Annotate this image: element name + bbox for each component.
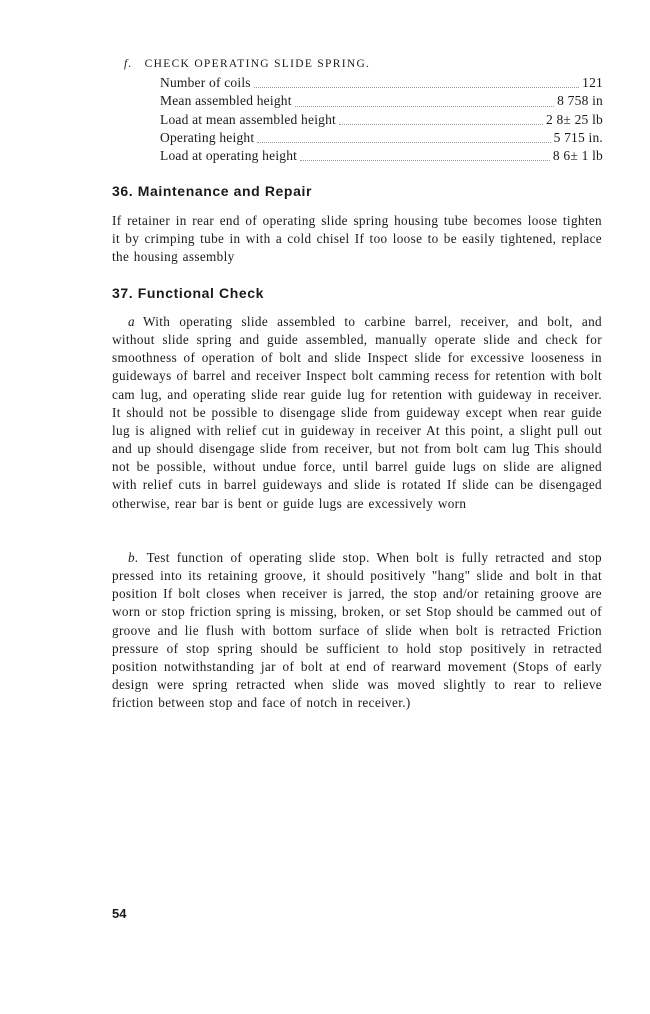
spec-row xyxy=(160,147,603,165)
leader-dots xyxy=(300,159,550,161)
spec-label: Load at mean assembled height xyxy=(160,111,336,127)
spec-label: Number of coils xyxy=(160,75,251,90)
page-number: 54 xyxy=(112,906,127,921)
leader-dots xyxy=(254,86,579,88)
spec-value: 8 6± 1 lb xyxy=(552,148,603,164)
spec-table xyxy=(160,74,603,165)
leader-dots xyxy=(339,123,543,125)
para-a-lead: a xyxy=(128,314,135,329)
spec-label: Load at operating height xyxy=(160,148,298,164)
para-b-lead: b. xyxy=(128,550,139,565)
section-36-paragraph: If retainer in rear end of operating slide spring housing tube becomes loose tighten it by crimping tube in with a cold chisel If too loose to be easily tightened, replace the housing assembly xyxy=(112,213,602,265)
leader-dots xyxy=(257,141,550,143)
spec-row xyxy=(160,92,603,110)
spec-value: 8 758 in xyxy=(557,93,603,109)
section-36-heading: 36. Maintenance and Repair xyxy=(112,183,312,199)
spec-title xyxy=(124,58,370,70)
spec-label: Mean assembled height xyxy=(160,93,292,109)
spec-title-text: CHECK OPERATING SLIDE SPRING. xyxy=(144,58,371,70)
section-37-paragraph-a xyxy=(112,313,602,513)
leader-dots xyxy=(295,105,554,107)
spec-row xyxy=(160,74,603,92)
section-37-heading: 37. Functional Check xyxy=(112,285,265,301)
spec-lead: f. xyxy=(124,58,133,70)
spec-value: 5 715 in. xyxy=(553,129,603,145)
para-b-text: Test function of operating slide stop. When bolt is fully retracted and stop pressed into its retaining groove, it should positively "hang" slide and bolt in that position If bolt closes when receiver is jarred, the stop and/or retaining groove are worn or stop friction spring is missing, broken, or set Stop should be cammed out of groove and lie flush with bottom surface of slide when bolt is retracted Friction pressure of stop spring should be sufficient to hold stop positively in retracted position notwithstanding jar of bolt at end of rearward movement (Stops of early design were spring retracted when slide was moved slightly to rear to relieve friction between stop and face of notch in receiver.) xyxy=(112,550,602,711)
spec-value: 121 xyxy=(582,75,603,90)
section-37-paragraph-b xyxy=(112,549,602,712)
spec-row xyxy=(160,129,603,147)
spec-value: 2 8± 25 lb xyxy=(545,111,603,127)
spec-label: Operating height xyxy=(160,129,255,145)
spec-row xyxy=(160,111,603,129)
para-a-text: With operating slide assembled to carbine barrel, receiver, and bolt, and without slide spring and guide assembled, manually operate slide and check for smoothness of operation of bolt and slide Inspect slide for excessive looseness in guideways of barrel and receiver Inspect bolt camming recess for retention with bolt cam lug, and operating slide rear guide lug for retention with guideway in receiver. It should not be possible to disengage slide from guideway except when rear guide lug is aligned with relief cut in guideway in receiver At this point, a slight pull out and up should disengage slide from receiver, but not from bolt cam lug This should not be possible, without undue force, until barrel guide lugs on slide are aligned with relief cuts in barrel guideways and slide is rotated If slide can be disengaged otherwise, rear bar is bent or guide lugs are excessively worn xyxy=(112,314,602,511)
